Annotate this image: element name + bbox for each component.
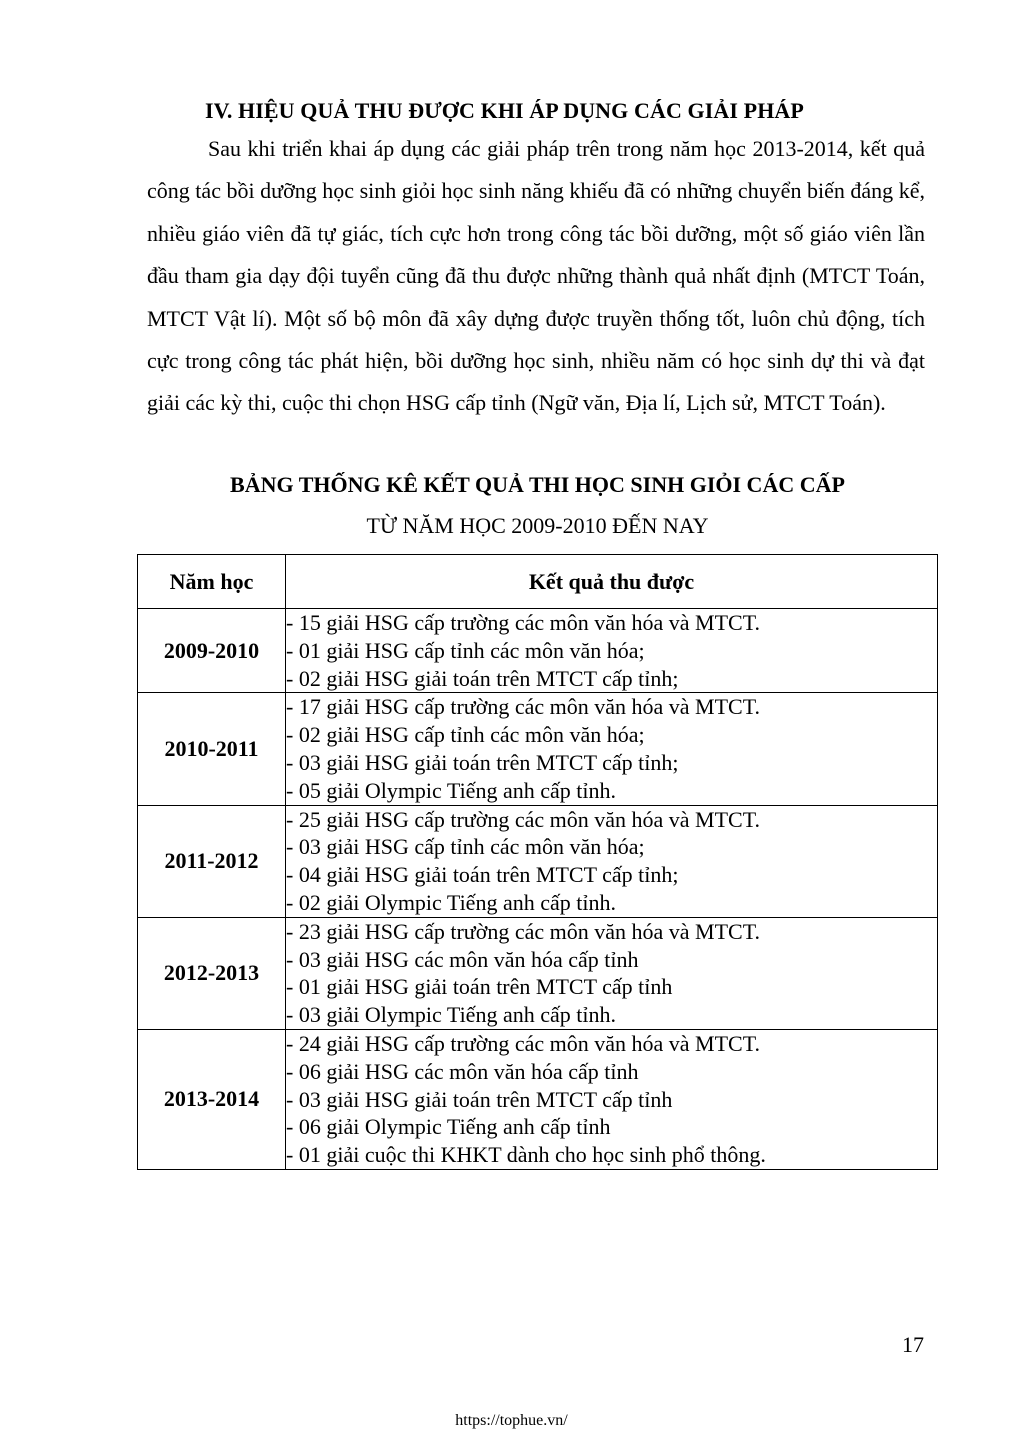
row-year: 2012-2013 bbox=[138, 917, 286, 1029]
result-item: - 04 giải HSG giải toán trên MTCT cấp tỉnh; bbox=[286, 862, 679, 888]
row-year: 2011-2012 bbox=[138, 805, 286, 917]
header-results: Kết quả thu được bbox=[286, 555, 938, 609]
row-results bbox=[286, 1029, 938, 1169]
table-row bbox=[138, 805, 938, 917]
table-row bbox=[138, 917, 938, 1029]
result-item: - 02 giải HSG cấp tỉnh các môn văn hóa; bbox=[286, 722, 645, 748]
result-item: - 15 giải HSG cấp trường các môn văn hóa và MTCT. bbox=[286, 610, 761, 635]
result-item: - 17 giải HSG cấp trường các môn văn hóa và MTCT. bbox=[286, 694, 761, 720]
result-item: - 02 giải HSG giải toán trên MTCT cấp tỉnh; bbox=[286, 665, 679, 691]
result-item: - 03 giải HSG cấp tỉnh các môn văn hóa; bbox=[286, 834, 645, 860]
row-results bbox=[286, 609, 938, 693]
footer-url[interactable]: https://tophue.vn/ bbox=[455, 1412, 568, 1429]
result-item: - 06 giải HSG các môn văn hóa cấp tỉnh bbox=[286, 1058, 639, 1084]
results-table bbox=[137, 554, 938, 1170]
body-paragraph bbox=[147, 128, 925, 425]
result-item: - 03 giải HSG các môn văn hóa cấp tỉnh bbox=[286, 946, 639, 972]
table-row bbox=[138, 1029, 938, 1169]
row-year: 2013-2014 bbox=[138, 1029, 286, 1169]
paragraph-text: Sau khi triển khai áp dụng các giải pháp trên trong năm học 2013-2014, kết quả công tác bồi dưỡng học sinh giỏi học sinh năng khiếu đã có những chuyển biến đáng kể, nhiều giáo viên đã tự giác, tích cực hơn trong công tác bồi dưỡng, một số giáo viên lần đầu tham gia dạy đội tuyển cũng đã thu được những thành quả nhất định (MTCT Toán, MTCT Vật lí). Một số bộ môn đã xây dựng được truyền thống tốt, luôn chủ động, tích cực trong công tác phát hiện, bồi dưỡng học sinh, nhiều năm có học sinh dự thi và đạt giải các kỳ thi, cuộc thi chọn HSG cấp tỉnh (Ngữ văn, Địa lí, Lịch sử, MTCT Toán). bbox=[147, 136, 925, 416]
row-year: 2009-2010 bbox=[138, 609, 286, 693]
result-item: - 06 giải Olympic Tiếng anh cấp tỉnh bbox=[286, 1114, 611, 1140]
result-item: - 24 giải HSG cấp trường các môn văn hóa và MTCT. bbox=[286, 1030, 761, 1056]
result-item: - 03 giải HSG giải toán trên MTCT cấp tỉnh; bbox=[286, 749, 679, 775]
result-item: - 02 giải Olympic Tiếng anh cấp tỉnh. bbox=[286, 889, 616, 915]
result-item: - 01 giải HSG giải toán trên MTCT cấp tỉnh bbox=[286, 974, 673, 1000]
header-year: Năm học bbox=[138, 555, 286, 609]
table-title: BẢNG THỐNG KÊ KẾT QUẢ THI HỌC SINH GIỎI CÁC CẤP bbox=[230, 472, 845, 497]
page-number: 17 bbox=[902, 1332, 924, 1357]
result-item: - 03 giải Olympic Tiếng anh cấp tỉnh. bbox=[286, 1002, 616, 1028]
section-heading: IV. HIỆU QUẢ THU ĐƯỢC KHI ÁP DỤNG CÁC GIẢI PHÁP bbox=[205, 98, 804, 123]
table-row bbox=[138, 609, 938, 693]
result-item: - 03 giải HSG giải toán trên MTCT cấp tỉnh bbox=[286, 1086, 673, 1112]
result-item: - 01 giải cuộc thi KHKT dành cho học sinh phổ thông. bbox=[286, 1142, 766, 1168]
result-item: - 01 giải HSG cấp tỉnh các môn văn hóa; bbox=[286, 637, 645, 663]
row-year: 2010-2011 bbox=[138, 693, 286, 805]
table-subtitle: TỪ NĂM HỌC 2009-2010 ĐẾN NAY bbox=[366, 513, 709, 538]
result-item: - 05 giải Olympic Tiếng anh cấp tỉnh. bbox=[286, 777, 616, 803]
row-results bbox=[286, 917, 938, 1029]
table-header-row bbox=[138, 555, 938, 609]
result-item: - 25 giải HSG cấp trường các môn văn hóa và MTCT. bbox=[286, 806, 761, 832]
row-results bbox=[286, 693, 938, 805]
result-item: - 23 giải HSG cấp trường các môn văn hóa và MTCT. bbox=[286, 918, 761, 944]
row-results bbox=[286, 805, 938, 917]
table-row bbox=[138, 693, 938, 805]
